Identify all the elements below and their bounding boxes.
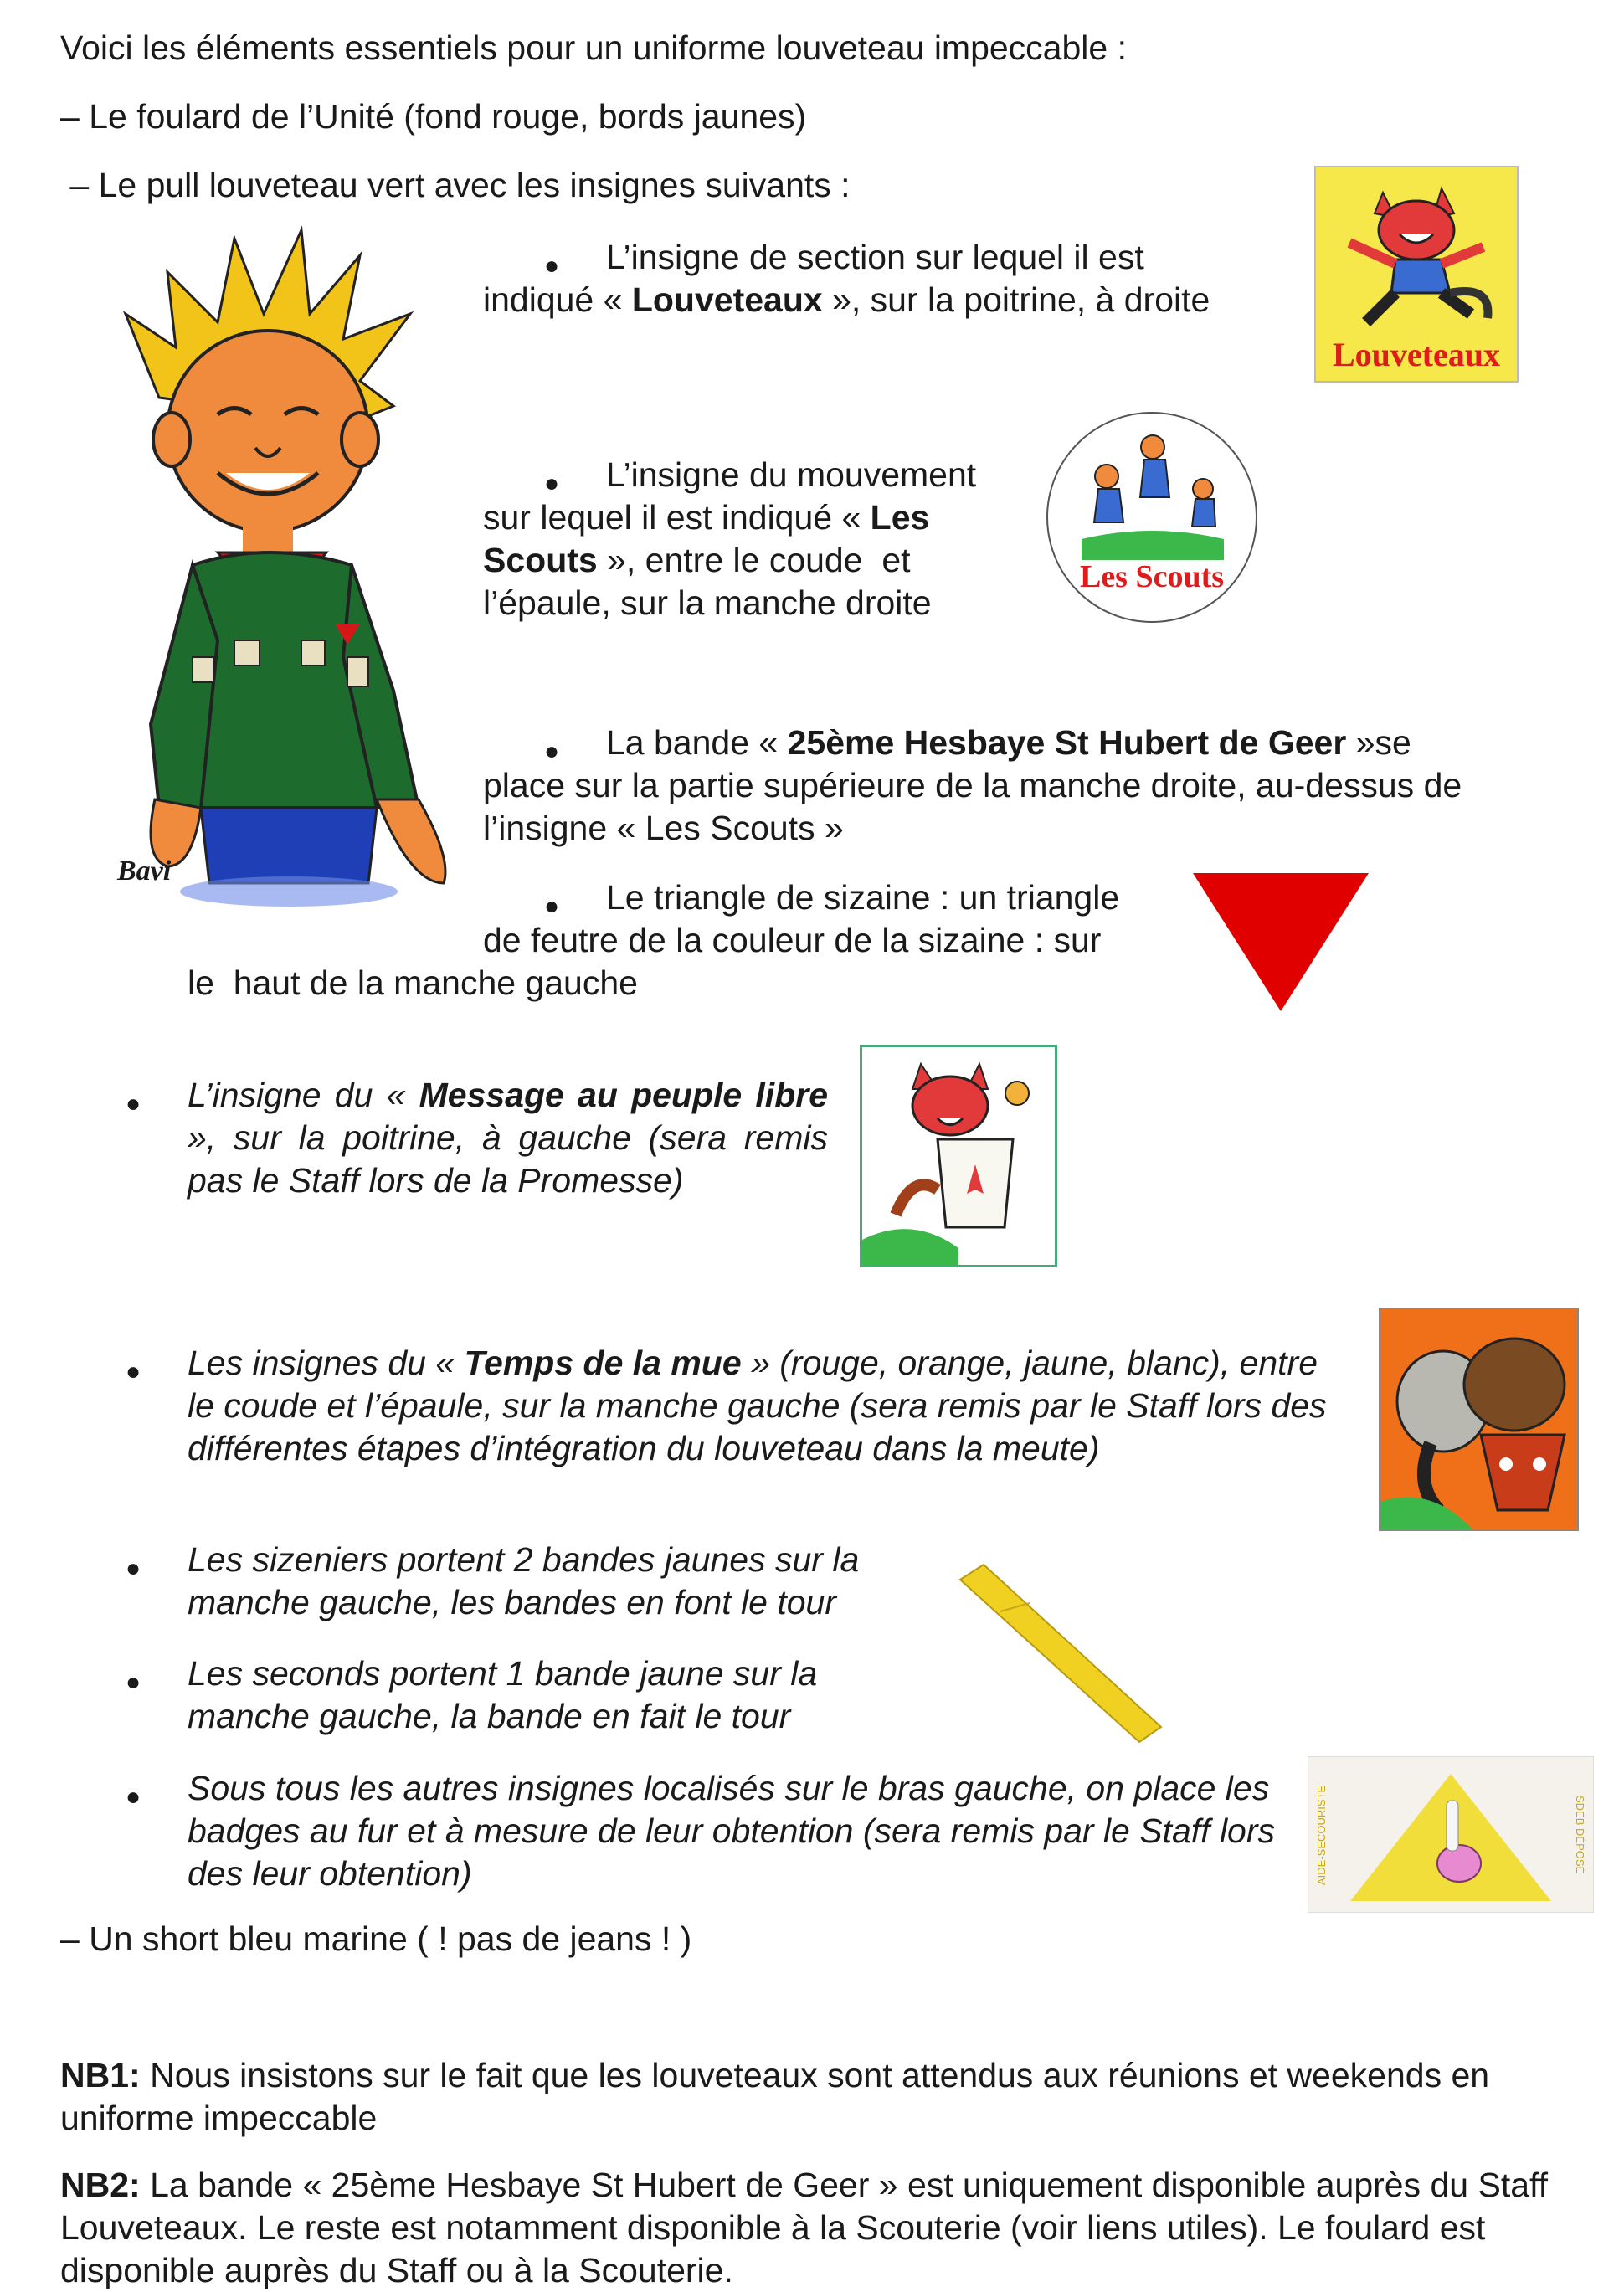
foulard-line: – Le foulard de l’Unité (fond rouge, bords jaunes) <box>60 97 807 136</box>
bullet: ● <box>126 1783 141 1811</box>
message-peuple-libre-badge <box>860 1045 1057 1267</box>
seconds-item: Les seconds portent 1 bande jaune sur la manche gauche, la bande en fait le tour <box>188 1654 818 1735</box>
sizeniers-item: Les sizeniers portent 2 bandes jaunes sur la manche gauche, les bandes en font le tour <box>188 1540 860 1621</box>
cub-scout-cartoon <box>109 222 460 925</box>
bande-line-1: La bande « 25ème Hesbaye St Hubert de Geer »se <box>606 723 1411 762</box>
mouvement-line-3: Scouts », entre le coude et <box>483 541 911 579</box>
badge-left-text: AIDE-SECOURISTE <box>1315 1785 1328 1885</box>
bullet: ● <box>126 1358 141 1385</box>
mouvement-line-2: sur lequel il est indiqué « Les <box>483 498 930 537</box>
mouvement-line-4: l’épaule, sur la manche droite <box>483 583 932 622</box>
bullet: ● <box>126 1090 141 1118</box>
bullet: ● <box>126 1668 141 1696</box>
pull-line: – Le pull louveteau vert avec les insignes suivants : <box>60 166 851 204</box>
louveteaux-badge-text: Louveteaux <box>1333 336 1500 373</box>
jungle-animals-icon <box>1380 1309 1577 1529</box>
triangle-line-2: de feutre de la couleur de la sizaine : sur <box>483 921 1102 959</box>
intro-text: Voici les éléments essentiels pour un uniforme louveteau impeccable : <box>60 28 1127 67</box>
triangle-line-3: le haut de la manche gauche <box>188 964 638 1002</box>
mouvement-line-1: L’insigne du mouvement <box>606 455 977 494</box>
section-line-1: L’insigne de section sur lequel il est <box>606 238 1144 276</box>
message-item: L’insigne du « Message au peuple libre », sur la poitrine, à gauche (sera remis pas le Staff lors de la Promesse) <box>188 1076 828 1200</box>
triangle-line-1: Le triangle de sizaine : un triangle <box>606 878 1120 917</box>
bullet: ● <box>544 737 560 765</box>
scouts-kids-icon <box>1048 414 1256 573</box>
section-line-2: indiqué « Louveteaux », sur la poitrine, à droite <box>483 280 1210 319</box>
bullet: ● <box>544 470 560 497</box>
nb2-label: NB2: <box>60 2166 141 2204</box>
fox-scroll-icon <box>862 1047 1055 1265</box>
bullet: ● <box>126 1555 141 1582</box>
nb1-label: NB1: <box>60 2056 141 2094</box>
bande-line-3: l’insigne « Les Scouts » <box>483 809 844 847</box>
bullet: ● <box>544 892 560 920</box>
wolf-cub-icon <box>1316 167 1517 335</box>
nb1-paragraph: NB1: Nous insistons sur le fait que les louveteaux sont attendus aux réunions et weekends en uniforme impeccable <box>60 2056 1490 2137</box>
les-scouts-badge-text: Les Scouts <box>1079 559 1225 594</box>
bande-line-2: place sur la partie supérieure de la manche droite, au-dessus de <box>483 766 1462 804</box>
sizaine-triangle-icon <box>1193 873 1369 1011</box>
short-line: – Un short bleu marine ( ! pas de jeans ! ) <box>60 1919 692 1958</box>
nb2-paragraph: NB2: La bande « 25ème Hesbaye St Hubert de Geer » est uniquement disponible auprès du Staff Louveteaux. Le reste est notamment disponible à la Scouterie (voir liens utiles). Le foulard est disponible auprès du Staff ou à la Scouterie. <box>60 2166 1549 2289</box>
aide-secouriste-badge <box>1308 1756 1594 1913</box>
yellow-band-icon <box>950 1561 1168 1745</box>
first-aid-triangle-icon <box>1342 1767 1560 1905</box>
cartoon-signature: Bavi <box>117 856 172 886</box>
badges-item: Sous tous les autres insignes localisés sur le bras gauche, on place les badges au fur et à mesure de leur obtention (sera remis par le Staff lors des leur obtention) <box>188 1769 1276 1893</box>
temps-de-la-mue-badge <box>1379 1308 1579 1531</box>
les-scouts-badge <box>1046 412 1257 623</box>
badge-right-text: SDEB DÉPOSÉ <box>1574 1796 1586 1874</box>
mue-item: Les insignes du « Temps de la mue » (rouge, orange, jaune, blanc), entre le coude et l’épaule, sur la manche gauche (sera remis par le Staff lors des différentes étapes d’intégration du louveteau dans la meute) <box>188 1344 1327 1467</box>
louveteaux-badge <box>1314 166 1519 383</box>
bullet: ● <box>544 252 560 280</box>
